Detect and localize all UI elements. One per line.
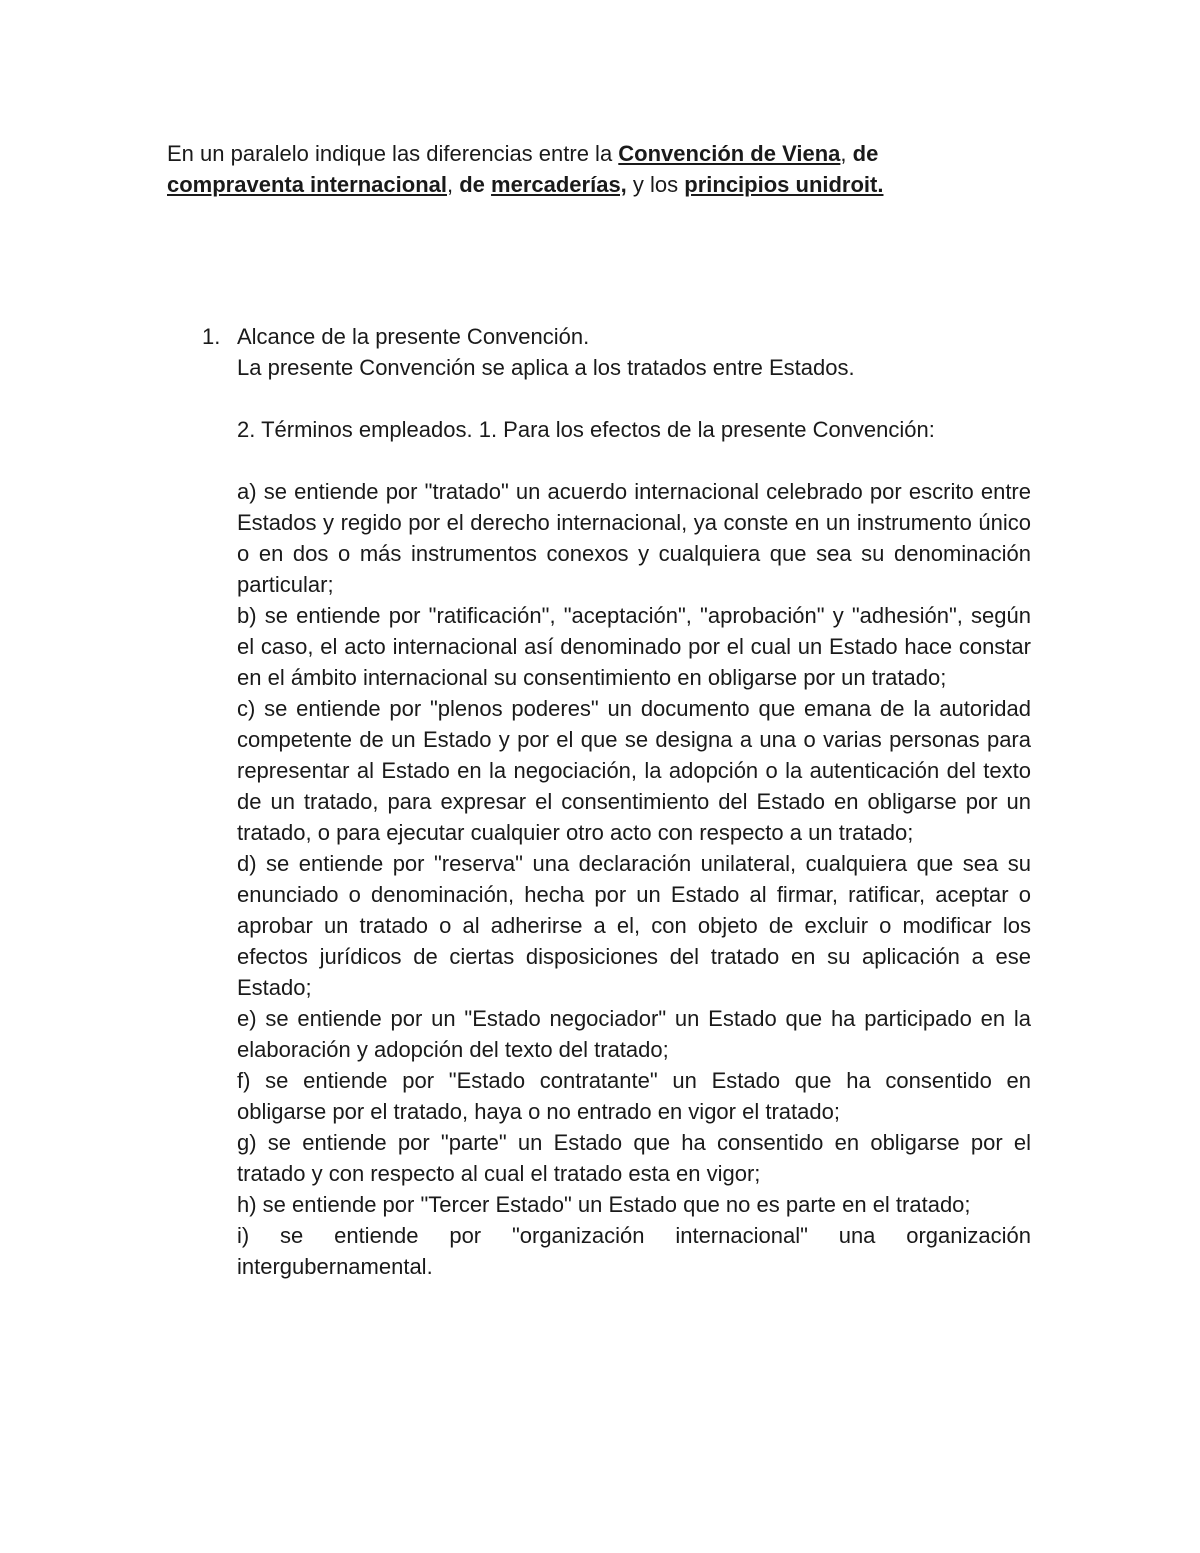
heading-text-5: y los bbox=[626, 172, 685, 197]
definition-a: a) se entiende por "tratado" un acuerdo internacional celebrado por escrito entre Estados y regido por el derecho internacional, ya conste en un instrumento único o en dos o más instrumentos conexos y cualquiera que sea su denominación particular; bbox=[237, 479, 1031, 597]
document-heading bbox=[167, 138, 967, 200]
heading-convencion-viena: Convención de Viena bbox=[618, 141, 841, 166]
heading-compraventa: compraventa internacional bbox=[167, 172, 447, 197]
definition-e: e) se entiende por un "Estado negociador" un Estado que ha participado en la elaboración y adopción del texto del tratado; bbox=[237, 1006, 1031, 1062]
heading-mercaderias: mercaderías, bbox=[491, 172, 627, 197]
heading-text-2: , bbox=[840, 141, 853, 166]
definition-h: h) se entiende por "Tercer Estado" un Estado que no es parte en el tratado; bbox=[237, 1192, 971, 1217]
spacer bbox=[237, 383, 1031, 414]
heading-text-1: En un paralelo indique las diferencias entre la bbox=[167, 141, 619, 166]
section2-title: 2. Términos empleados. 1. Para los efectos de la presente Convención: bbox=[237, 417, 935, 442]
definition-g: g) se entiende por "parte" un Estado que ha consentido en obligarse por el tratado y con respecto al cual el tratado esta en vigor; bbox=[237, 1130, 1031, 1186]
heading-de-1: de bbox=[852, 141, 879, 166]
definition-f: f) se entiende por "Estado contratante" un Estado que ha consentido en obligarse por el tratado, haya o no entrado en vigor el tratado; bbox=[237, 1068, 1031, 1124]
definition-i-line2: intergubernamental. bbox=[237, 1254, 433, 1279]
heading-principios-unidroit: principios unidroit. bbox=[684, 172, 884, 197]
definition-b: b) se entiende por "ratificación", "aceptación", "aprobación" y "adhesión", según el caso, el acto internacional así denominado por el cual un Estado hace constar en el ámbito internacional su consentimiento en obligarse por un tratado; bbox=[237, 603, 1031, 690]
definition-i-line1: i) se entiende por "organización internacional" una organización bbox=[237, 1223, 1031, 1248]
heading-de-2: de bbox=[459, 172, 485, 197]
list-number-1: 1. bbox=[202, 324, 221, 349]
heading-text-3: , bbox=[446, 172, 460, 197]
document-body bbox=[202, 321, 1031, 1282]
definition-d: d) se entiende por "reserva" una declaración unilateral, cualquiera que sea su enunciado o denominación, hecha por un Estado al firmar, ratificar, aceptar o aprobar un tratado o al adherirse a el, con objeto de excluir o modificar los efectos jurídicos de ciertas disposiciones del tratado en su aplicación a ese Estado; bbox=[237, 851, 1031, 1000]
section1-text: La presente Convención se aplica a los tratados entre Estados. bbox=[237, 355, 855, 380]
section1-title: Alcance de la presente Convención. bbox=[237, 324, 590, 349]
definition-c: c) se entiende por "plenos poderes" un documento que emana de la autoridad competente de un Estado y por el que se designa a una o varias personas para representar al Estado en la negociación, la adopción o la autenticación del texto de un tratado, para expresar el consentimiento del Estado en obligarse por un tratado, o para ejecutar cualquier otro acto con respecto a un tratado; bbox=[237, 696, 1031, 845]
spacer bbox=[237, 445, 1031, 476]
